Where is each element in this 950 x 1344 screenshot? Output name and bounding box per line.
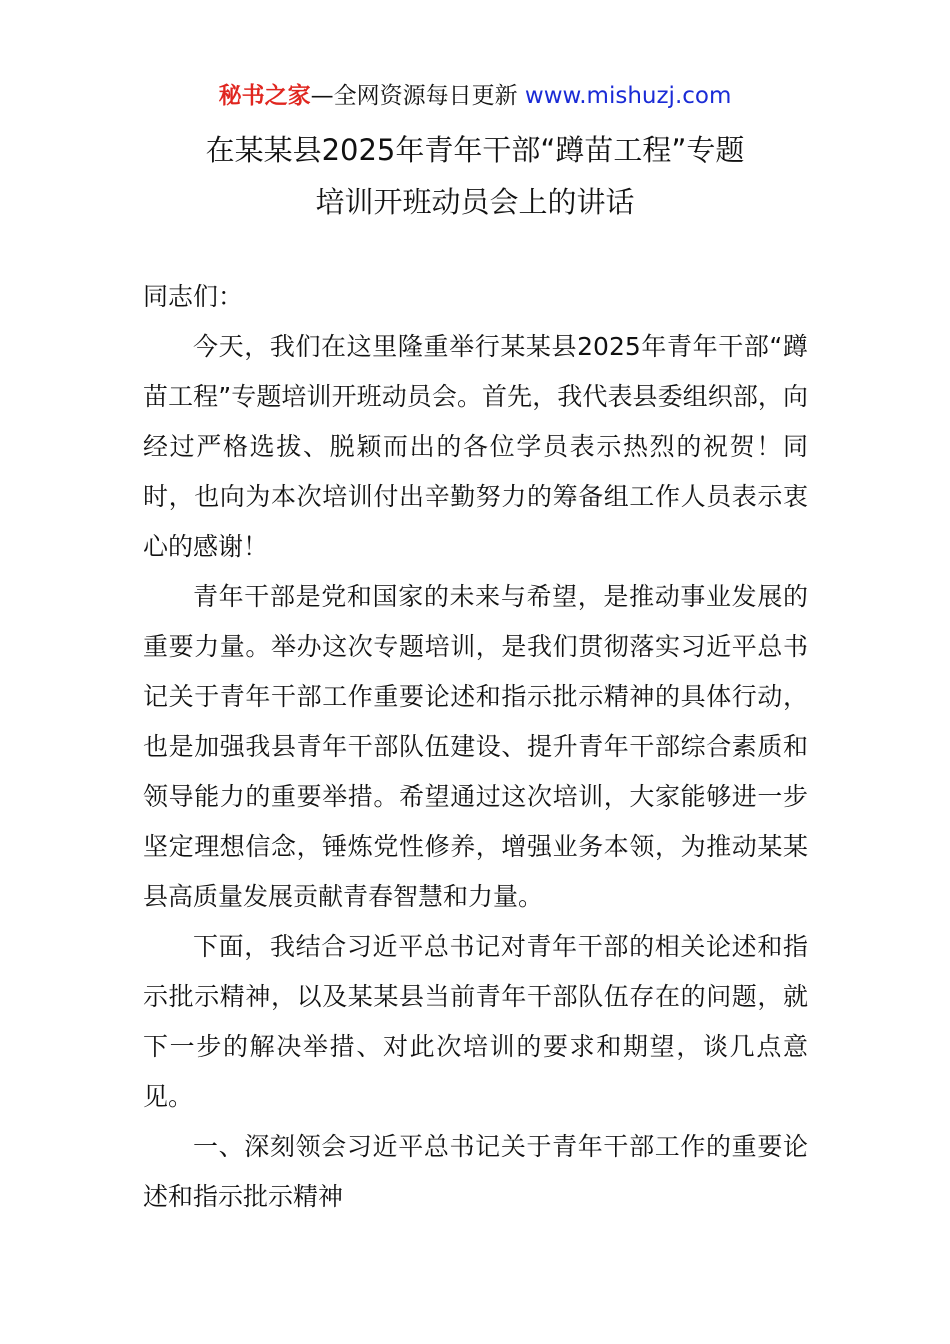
document-title [0,124,950,228]
paragraph-purpose: 青年干部是党和国家的未来与希望，是推动事业发展的重要力量。举办这次专题培训，是我们贯彻落实习近平总书记关于青年干部工作重要论述和指示批示精神的具体行动，也是加强我县青年干部队伍建设、提升青年干部综合素质和领导能力的重要举措。希望通过这次培训，大家能够进一步坚定理想信念，锤炼党性修养，增强业务本领，为推动某某县高质量发展贡献青春智慧和力量。 [143,582,808,911]
paragraph-outline: 下面，我结合习近平总书记对青年干部的相关论述和指示批示精神，以及某某县当前青年干部队伍存在的问题，就下一步的解决举措、对此次培训的要求和期望，谈几点意见。 [143,932,808,1111]
section-heading-1: 一、深刻领会习近平总书记关于青年干部工作的重要论述和指示批示精神 [143,1132,808,1211]
site-url-link[interactable]: www.mishuzj.com [524,83,732,109]
paragraph-opening: 今天，我们在这里隆重举行某某县2025年青年干部“蹲苗工程”专题培训开班动员会。首先，我代表县委组织部，向经过严格选拔、脱颖而出的各位学员表示热烈的祝贺！同时，也向为本次培训付出辛勤努力的筹备组工作人员表示衷心的感谢！ [143,332,808,561]
salutation: 同志们： [143,282,244,311]
title-line-1: 在某某县2025年青年干部“蹲苗工程”专题 [205,133,745,167]
title-line-2: 培训开班动员会上的讲话 [315,185,635,219]
site-banner [0,80,950,112]
document-body [143,272,808,1222]
site-brand: 秘书之家 [218,83,311,109]
site-tagline: —全网资源每日更新 [310,83,518,109]
